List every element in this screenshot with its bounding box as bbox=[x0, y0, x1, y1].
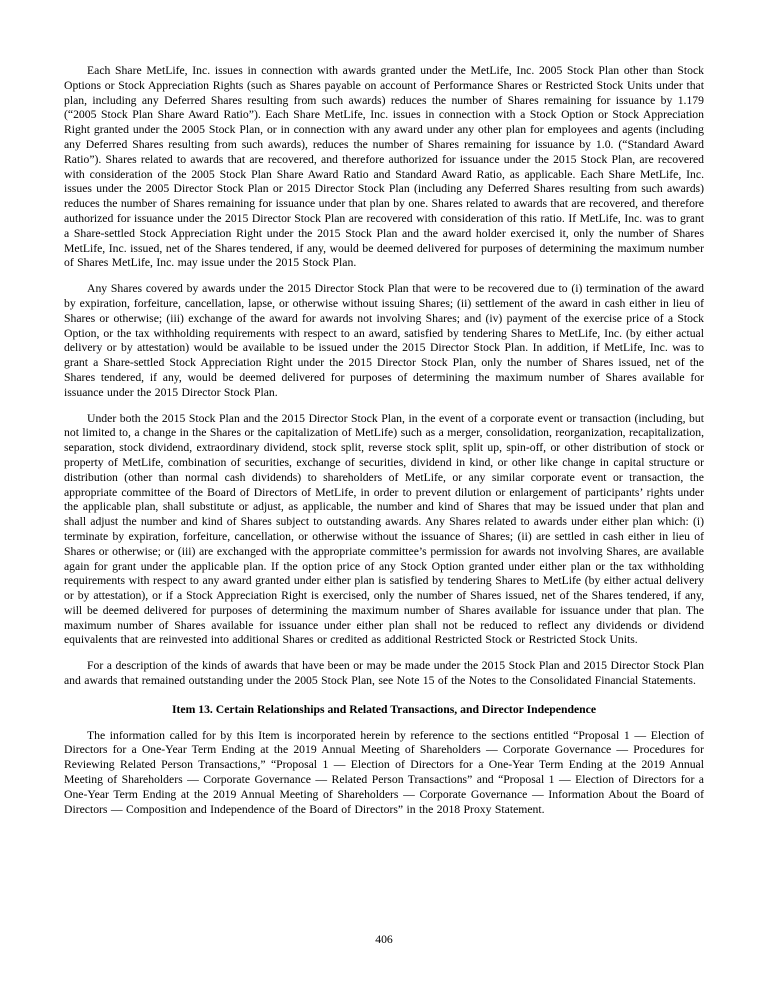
body-paragraph-2: Any Shares covered by awards under the 2015 Director Stock Plan that were to be recovered due to (i) termination of the award by expiration, forfeiture, cancellation, lapse, or otherwise without issuing Shares; (ii) settlement of the award in cash either in lieu of Shares or otherwise; (iii) exchange of the award for awards not involving Shares; and (iv) payment of the exercise price of a Stock Option, or the tax withholding requirements with respect to an award, satisfied by tendering Shares to MetLife, Inc. (by either actual delivery or by attestation) would be available to be issued under the 2015 Director Stock Plan. In addition, if MetLife, Inc. was to grant a Share-settled Stock Appreciation Right under the 2015 Director Stock Plan, only the number of Shares issued, net of the Shares tendered, if any, would be deemed delivered for purposes of determining the maximum number of Shares available for issuance under the 2015 Director Stock Plan. bbox=[64, 282, 704, 399]
document-page bbox=[64, 64, 704, 828]
section-heading-item-13: Item 13. Certain Relationships and Related Transactions, and Director Independence bbox=[171, 702, 597, 716]
body-paragraph-5: The information called for by this Item is incorporated herein by reference to the sections entitled “Proposal 1 — Election of Directors for a One-Year Term Ending at the 2019 Annual Meeting of Shareholders — Corporate Governance — Procedures for Reviewing Related Person Transactions,” “Proposal 1 — Election of Directors for a One-Year Term Ending at the 2019 Annual Meeting of Shareholders — Corporate Governance — Related Person Transactions” and “Proposal 1 — Election of Directors for a One-Year Term Ending at the 2019 Annual Meeting of Shareholders — Corporate Governance — Information About the Board of Directors — Composition and Independence of the Board of Directors” in the 2018 Proxy Statement. bbox=[64, 728, 704, 816]
page-number: 406 bbox=[375, 933, 393, 946]
body-paragraph-1: Each Share MetLife, Inc. issues in connection with awards granted under the MetLife, Inc. 2005 Stock Plan other than Stock Options or Stock Appreciation Rights (such as Shares payable on account of Performance Shares or Restricted Stock Units under that plan, including any Deferred Shares resulting from such awards) reduces the number of Shares remaining for issuance by 1.179 (“2005 Stock Plan Share Award Ratio”). Each Share MetLife, Inc. issues in connection with a Stock Option or Stock Appreciation Right granted under the 2005 Stock Plan, or in connection with any award under any other plan for employees and agents (including any Deferred Shares resulting from such awards), reduces the number of Shares remaining for issuance by 1.0. (“Standard Award Ratio”). Shares related to awards that are recovered, and therefore authorized for issuance under the 2015 Stock Plan, are recovered with consideration of the 2005 Stock Plan Share Award Ratio and Standard Award Ratio, as applicable. Each Share MetLife, Inc. issues under the 2005 Director Stock Plan or 2015 Director Stock Plan (including any Deferred Shares resulting from such awards) reduces the number of Shares remaining for issuance under that plan by one. Shares related to awards that are recovered, and therefore authorized for issuance under the 2015 Director Stock Plan are recovered with consideration of this ratio. If MetLife, Inc. was to grant a Share-settled Stock Appreciation Right under the 2015 Stock Plan and the award holder exercised it, only the number of Shares MetLife, Inc. issued, net of the Shares tendered, if any, would be deemed delivered for purposes of determining the maximum number of Shares MetLife, Inc. may issue under the 2015 Stock Plan. bbox=[64, 64, 704, 270]
body-paragraph-4: For a description of the kinds of awards that have been or may be made under the 2015 Stock Plan and 2015 Director Stock Plan and awards that remained outstanding under the 2005 Stock Plan, see Note 15 of the Notes to the Consolidated Financial Statements. bbox=[64, 659, 704, 688]
body-paragraph-3: Under both the 2015 Stock Plan and the 2015 Director Stock Plan, in the event of a corporate event or transaction (including, but not limited to, a change in the Shares or the capitalization of MetLife) such as a merger, consolidation, reorganization, recapitalization, separation, stock dividend, extraordinary dividend, stock split, reverse stock split, split up, spin-off, or other distribution of stock or property of MetLife, combination of securities, exchange of securities, dividend in kind, or other like change in capital structure or distribution (other than normal cash dividends) to shareholders of MetLife, or any similar corporate event or transaction, the appropriate committee of the Board of Directors of MetLife, in order to prevent dilution or enlargement of participants’ rights under the applicable plan, shall substitute or adjust, as applicable, the number and kind of Shares that may be issued under that plan and shall adjust the number and kind of Shares subject to outstanding awards. Any Shares related to awards under either plan which: (i) terminate by expiration, forfeiture, cancellation, or otherwise without the issuance of Shares; (ii) are settled in cash either in lieu of Shares or otherwise; or (iii) are exchanged with the appropriate committee’s permission for awards not involving Shares, are available again for grant under the applicable plan. If the option price of any Stock Option granted under either plan or the tax withholding requirements with respect to any award granted under either plan is satisfied by tendering Shares to MetLife (by either actual delivery or by attestation), or if a Stock Appreciation Right is exercised, only the number of Shares issued, net of the Shares tendered, if any, will be deemed delivered for purposes of determining the maximum number of Shares available for issuance under that plan. The maximum number of Shares available for issuance under either plan shall not be reduced to reflect any dividends or dividend equivalents that are reinvested into additional Shares or credited as additional Restricted Stock or Restricted Stock Units. bbox=[64, 411, 704, 647]
